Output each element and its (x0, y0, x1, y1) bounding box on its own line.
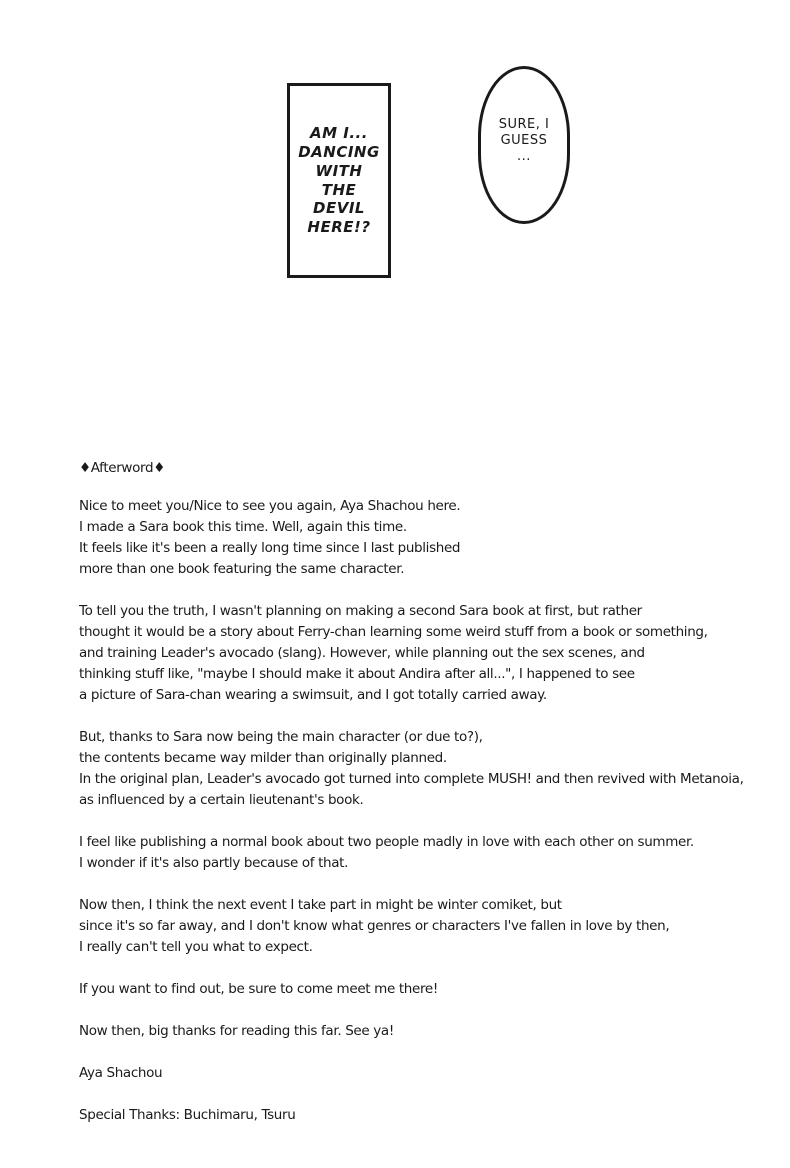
speech-bubble-dialog (499, 117, 550, 166)
afterword-line: a picture of Sara-chan wearing a swimsuit, and I got totally carried away. (79, 687, 547, 703)
afterword-line: Now then, big thanks for reading this far. See ya! (79, 1023, 394, 1039)
afterword-paragraph-plan (79, 601, 759, 706)
afterword-line: I wonder if it's also partly because of that. (79, 855, 349, 871)
afterword-line: since it's so far away, and I don't know what genres or characters I've fallen in love by then, (79, 918, 670, 934)
afterword-line: as influenced by a certain lieutenant's book. (79, 792, 364, 808)
afterword-line: the contents became way milder than originally planned. (79, 750, 447, 766)
afterword-paragraph-greeting (79, 496, 759, 580)
afterword-heading: ♦Afterword♦ (79, 460, 165, 476)
panel-box-line: THE (321, 180, 357, 199)
panel-box-line: HERE!? (307, 218, 371, 236)
afterword-paragraph-find-out (79, 979, 759, 1000)
afterword-signature (79, 1063, 759, 1084)
afterword-paragraph-thanks (79, 1021, 759, 1042)
afterword-line: I really can't tell you what to expect. (79, 939, 313, 955)
afterword-line: In the original plan, Leader's avocado got turned into complete MUSH! and then revived with Metanoia, (79, 771, 744, 787)
afterword-line: Now then, I think the next event I take part in might be winter comiket, but (79, 897, 562, 913)
afterword-line: If you want to find out, be sure to come meet me there! (79, 981, 438, 997)
panel-box-dialog (298, 124, 380, 237)
manga-panel-text-box (287, 83, 391, 278)
afterword-line: thinking stuff like, "maybe I should make it about Andira after all...", I happened to see (79, 666, 635, 682)
speech-bubble (478, 66, 570, 224)
speech-bubble-line: SURE, I (498, 116, 550, 132)
panel-box-line: DEVIL (313, 199, 365, 218)
panel-box-line: WITH (315, 161, 363, 180)
afterword-paragraph-summer (79, 832, 759, 874)
afterword-line: To tell you the truth, I wasn't planning on making a second Sara book at first, but rather (79, 603, 642, 619)
afterword-line: Aya Shachou (79, 1065, 163, 1081)
afterword-special-thanks (79, 1105, 759, 1126)
afterword-line: Nice to meet you/Nice to see you again, Aya Shachou here. (79, 498, 461, 514)
afterword-paragraph-contents (79, 727, 759, 811)
afterword-line: I made a Sara book this time. Well, again this time. (79, 519, 407, 535)
afterword-line: thought it would be a story about Ferry-chan learning some weird stuff from a book or something, (79, 624, 708, 640)
afterword-line: But, thanks to Sara now being the main character (or due to?), (79, 729, 483, 745)
speech-bubble-line: GUESS (500, 132, 548, 148)
afterword-paragraph-next-event (79, 895, 759, 958)
panel-box-line: AM I... (310, 124, 368, 143)
afterword-line: more than one book featuring the same character. (79, 561, 405, 577)
afterword-line: I feel like publishing a normal book about two people madly in love with each other on summer. (79, 834, 694, 850)
panel-box-line: DANCING (298, 143, 380, 161)
afterword-line: and training Leader's avocado (slang). However, while planning out the sex scenes, and (79, 645, 645, 661)
afterword-line: It feels like it's been a really long time since I last published (79, 540, 461, 556)
afterword-section (79, 458, 759, 1147)
speech-bubble-line: ... (517, 149, 531, 165)
afterword-line: Special Thanks: Buchimaru, Tsuru (79, 1107, 296, 1123)
